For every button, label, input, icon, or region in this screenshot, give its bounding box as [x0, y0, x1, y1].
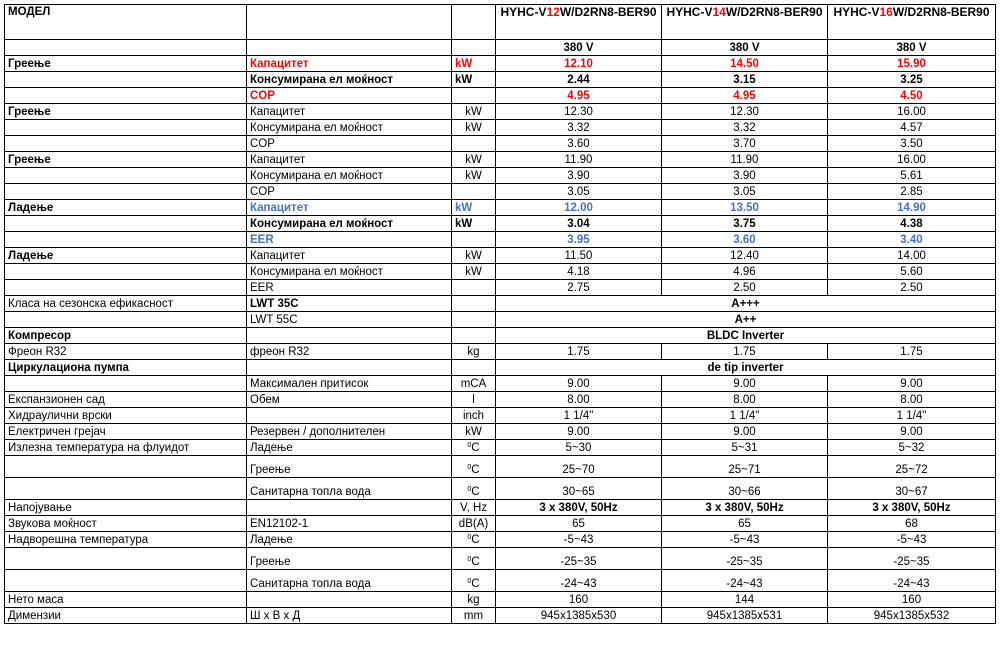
param-label: LWT 55C: [247, 312, 452, 328]
cell-value: -5~43: [828, 532, 996, 548]
model-label: МОДЕЛ: [5, 5, 247, 40]
cell-value: 11.90: [496, 152, 662, 168]
unit-label: [452, 280, 496, 296]
param-label: Капацитет: [247, 152, 452, 168]
cell-value: 2.85: [828, 184, 996, 200]
table-row: [5, 152, 996, 168]
param-label: Консумирана ел моќност: [247, 168, 452, 184]
cell-value: 16.00: [828, 152, 996, 168]
group-label: Ладење: [5, 200, 247, 216]
table-row: [5, 516, 996, 532]
cell-value: 9.00: [662, 376, 828, 392]
cell-value: 4.95: [496, 88, 662, 104]
table-row: [5, 424, 996, 440]
cell-value: 3.05: [662, 184, 828, 200]
cell-value: -24~43: [496, 570, 662, 592]
cell-value: 2.50: [828, 280, 996, 296]
table-row: [5, 56, 996, 72]
unit-label: mCA: [452, 376, 496, 392]
cell-value: 4.96: [662, 264, 828, 280]
row-label: Надворешна температура: [5, 532, 247, 548]
cell-value: 1 1/4": [828, 408, 996, 424]
param-label: [247, 408, 452, 424]
cell-value: 2.75: [496, 280, 662, 296]
table-row: [5, 200, 996, 216]
table-row: [5, 360, 996, 376]
cell-value: -24~43: [828, 570, 996, 592]
param-label: Капацитет: [247, 248, 452, 264]
table-row: [5, 312, 996, 328]
table-row: [5, 608, 996, 624]
cell-value: 3 x 380V, 50Hz: [828, 500, 996, 516]
table-row: [5, 548, 996, 570]
table-row: [5, 408, 996, 424]
param-label: EN12102-1: [247, 516, 452, 532]
row-label: Класа на сезонска ефикасност: [5, 296, 247, 312]
unit-label: kW: [452, 216, 496, 232]
table-row: [5, 104, 996, 120]
unit-label: [452, 88, 496, 104]
table-row: [5, 376, 996, 392]
unit-label: mm: [452, 608, 496, 624]
param-label: Консумирана ел моќност: [247, 72, 452, 88]
row-label: Експанзионен сад: [5, 392, 247, 408]
table-row: [5, 592, 996, 608]
cell-value: -25~35: [828, 548, 996, 570]
table-row: [5, 88, 996, 104]
group-label: Греење: [5, 152, 247, 168]
cell-value: 945x1385x530: [496, 608, 662, 624]
group-label: Циркулациона пумпа: [5, 360, 247, 376]
unit-label: kW: [452, 120, 496, 136]
unit-label: $^0$C: [452, 548, 496, 570]
unit-label: $^0$C: [452, 440, 496, 456]
group-label: Греење: [5, 56, 247, 72]
cell-value: 16.00: [828, 104, 996, 120]
cell-value: 3 x 380V, 50Hz: [496, 500, 662, 516]
table-row: [5, 478, 996, 500]
cell-value: 4.50: [828, 88, 996, 104]
cell-value: 1 1/4": [496, 408, 662, 424]
param-label: Санитарна топла вода: [247, 570, 452, 592]
merged-value: A+++: [496, 296, 996, 312]
cell-value: 9.00: [828, 424, 996, 440]
cell-value: 945x1385x531: [662, 608, 828, 624]
row-label: Напојување: [5, 500, 247, 516]
cell-value: 4.38: [828, 216, 996, 232]
cell-value: 12.30: [496, 104, 662, 120]
unit-label: dB(A): [452, 516, 496, 532]
cell-value: -5~43: [662, 532, 828, 548]
table-row: [5, 216, 996, 232]
param-label: Ладење: [247, 440, 452, 456]
row-label: Нето маса: [5, 592, 247, 608]
table-row: [5, 248, 996, 264]
unit-label: inch: [452, 408, 496, 424]
row-label: Звукова моќност: [5, 516, 247, 532]
param-label: Капацитет: [247, 104, 452, 120]
cell-value: 144: [662, 592, 828, 608]
cell-value: 8.00: [828, 392, 996, 408]
cell-value: 5~32: [828, 440, 996, 456]
param-label: Обем: [247, 392, 452, 408]
cell-value: 3.70: [662, 136, 828, 152]
cell-value: 9.00: [496, 376, 662, 392]
row-label: Електричен грејач: [5, 424, 247, 440]
cell-value: 160: [828, 592, 996, 608]
unit-label: kg: [452, 592, 496, 608]
unit-label: kW: [452, 72, 496, 88]
table-row: [5, 296, 996, 312]
cell-value: 68: [828, 516, 996, 532]
cell-value: -24~43: [662, 570, 828, 592]
unit-label: $^0$C: [452, 532, 496, 548]
param-label: Капацитет: [247, 200, 452, 216]
cell-value: 3.40: [828, 232, 996, 248]
unit-label: kg: [452, 344, 496, 360]
cell-value: 12.10: [496, 56, 662, 72]
param-label: Ш x В x Д: [247, 608, 452, 624]
param-label: [247, 592, 452, 608]
model-row: [5, 5, 996, 40]
spec-table: [4, 4, 996, 624]
cell-value: 1.75: [828, 344, 996, 360]
cell-value: 9.00: [496, 424, 662, 440]
table-row: [5, 184, 996, 200]
cell-value: 3.04: [496, 216, 662, 232]
unit-label: kW: [452, 168, 496, 184]
unit-label: kW: [452, 104, 496, 120]
cell-value: 3.60: [496, 136, 662, 152]
merged-value: de tip inverter: [496, 360, 996, 376]
cell-value: 25~71: [662, 456, 828, 478]
unit-label: [452, 136, 496, 152]
table-row: [5, 72, 996, 88]
row-label: Димензии: [5, 608, 247, 624]
table-row: [5, 532, 996, 548]
cell-value: 2.50: [662, 280, 828, 296]
cell-value: 3.95: [496, 232, 662, 248]
table-row: [5, 440, 996, 456]
cell-value: 12.00: [496, 200, 662, 216]
cell-value: 30~66: [662, 478, 828, 500]
model-name-3: HYHC-V16W/D2RN8-BER90: [828, 5, 996, 40]
param-label: Резервен / дополнителен: [247, 424, 452, 440]
cell-value: 3.90: [496, 168, 662, 184]
cell-value: 12.30: [662, 104, 828, 120]
cell-value: 4.18: [496, 264, 662, 280]
cell-value: 65: [662, 516, 828, 532]
param-label: COP: [247, 184, 452, 200]
model-name-1: HYHC-V12W/D2RN8-BER90: [496, 5, 662, 40]
param-label: Консумирана ел моќност: [247, 264, 452, 280]
cell-value: 3.25: [828, 72, 996, 88]
param-label: Максимален притисок: [247, 376, 452, 392]
unit-label: $^0$C: [452, 478, 496, 500]
cell-value: 8.00: [496, 392, 662, 408]
cell-value: 3.90: [662, 168, 828, 184]
table-row: [5, 328, 996, 344]
param-label: Греење: [247, 456, 452, 478]
table-row: [5, 120, 996, 136]
cell-value: 5.61: [828, 168, 996, 184]
row-label: Излезна температура на флуидот: [5, 440, 247, 456]
cell-value: 1.75: [496, 344, 662, 360]
unit-label: kW: [452, 200, 496, 216]
cell-value: -5~43: [496, 532, 662, 548]
cell-value: 3.75: [662, 216, 828, 232]
param-label: LWT 35C: [247, 296, 452, 312]
cell-value: 13.50: [662, 200, 828, 216]
table-row: [5, 456, 996, 478]
param-label: EER: [247, 280, 452, 296]
cell-value: 14.90: [828, 200, 996, 216]
cell-value: 8.00: [662, 392, 828, 408]
param-label: Консумирана ел моќност: [247, 216, 452, 232]
unit-label: $^0$C: [452, 570, 496, 592]
unit-label: kW: [452, 56, 496, 72]
row-label: Хидраулични врски: [5, 408, 247, 424]
cell-value: 3.60: [662, 232, 828, 248]
param-label: COP: [247, 136, 452, 152]
cell-value: 5~30: [496, 440, 662, 456]
cell-value: 14.50: [662, 56, 828, 72]
voltage-value: 380 V: [662, 40, 828, 56]
unit-label: V, Hz: [452, 500, 496, 516]
table-row: [5, 280, 996, 296]
cell-value: 1 1/4": [662, 408, 828, 424]
param-label: [247, 500, 452, 516]
cell-value: 65: [496, 516, 662, 532]
voltage-row: [5, 40, 996, 56]
merged-value: BLDC Inverter: [496, 328, 996, 344]
cell-value: -25~35: [662, 548, 828, 570]
unit-label: [452, 184, 496, 200]
table-row: [5, 232, 996, 248]
cell-value: 3.15: [662, 72, 828, 88]
unit-label: $^0$C: [452, 456, 496, 478]
cell-value: 5~31: [662, 440, 828, 456]
cell-value: 2.44: [496, 72, 662, 88]
group-label: Ладење: [5, 248, 247, 264]
table-row: [5, 344, 996, 360]
unit-label: kW: [452, 248, 496, 264]
param-label: EER: [247, 232, 452, 248]
merged-value: A++: [496, 312, 996, 328]
cell-value: 30~67: [828, 478, 996, 500]
param-label: фреон R32: [247, 344, 452, 360]
model-name-2: HYHC-V14W/D2RN8-BER90: [662, 5, 828, 40]
cell-value: 12.40: [662, 248, 828, 264]
cell-value: 945x1385x532: [828, 608, 996, 624]
param-label: COP: [247, 88, 452, 104]
table-row: [5, 392, 996, 408]
param-label: Консумирана ел моќност: [247, 120, 452, 136]
cell-value: 3.05: [496, 184, 662, 200]
group-label: Компресор: [5, 328, 247, 344]
cell-value: 3.32: [662, 120, 828, 136]
table-row: [5, 570, 996, 592]
cell-value: 15.90: [828, 56, 996, 72]
unit-label: [452, 232, 496, 248]
cell-value: 11.50: [496, 248, 662, 264]
group-label: Греење: [5, 104, 247, 120]
param-label: Греење: [247, 548, 452, 570]
unit-label: l: [452, 392, 496, 408]
voltage-value: 380 V: [496, 40, 662, 56]
table-row: [5, 136, 996, 152]
voltage-value: 380 V: [828, 40, 996, 56]
cell-value: 160: [496, 592, 662, 608]
unit-label: kW: [452, 264, 496, 280]
param-label: Санитарна топла вода: [247, 478, 452, 500]
cell-value: 1.75: [662, 344, 828, 360]
param-label: Капацитет: [247, 56, 452, 72]
table-row: [5, 500, 996, 516]
table-row: [5, 264, 996, 280]
unit-label: kW: [452, 152, 496, 168]
cell-value: 3.50: [828, 136, 996, 152]
cell-value: 3.32: [496, 120, 662, 136]
table-row: [5, 168, 996, 184]
row-label: Фреон R32: [5, 344, 247, 360]
cell-value: 25~72: [828, 456, 996, 478]
cell-value: 5.60: [828, 264, 996, 280]
cell-value: 30~65: [496, 478, 662, 500]
unit-label: kW: [452, 424, 496, 440]
cell-value: -25~35: [496, 548, 662, 570]
cell-value: 4.57: [828, 120, 996, 136]
cell-value: 11.90: [662, 152, 828, 168]
cell-value: 14.00: [828, 248, 996, 264]
cell-value: 9.00: [662, 424, 828, 440]
cell-value: 4.95: [662, 88, 828, 104]
cell-value: 3 x 380V, 50Hz: [662, 500, 828, 516]
param-label: Ладење: [247, 532, 452, 548]
cell-value: 25~70: [496, 456, 662, 478]
cell-value: 9.00: [828, 376, 996, 392]
